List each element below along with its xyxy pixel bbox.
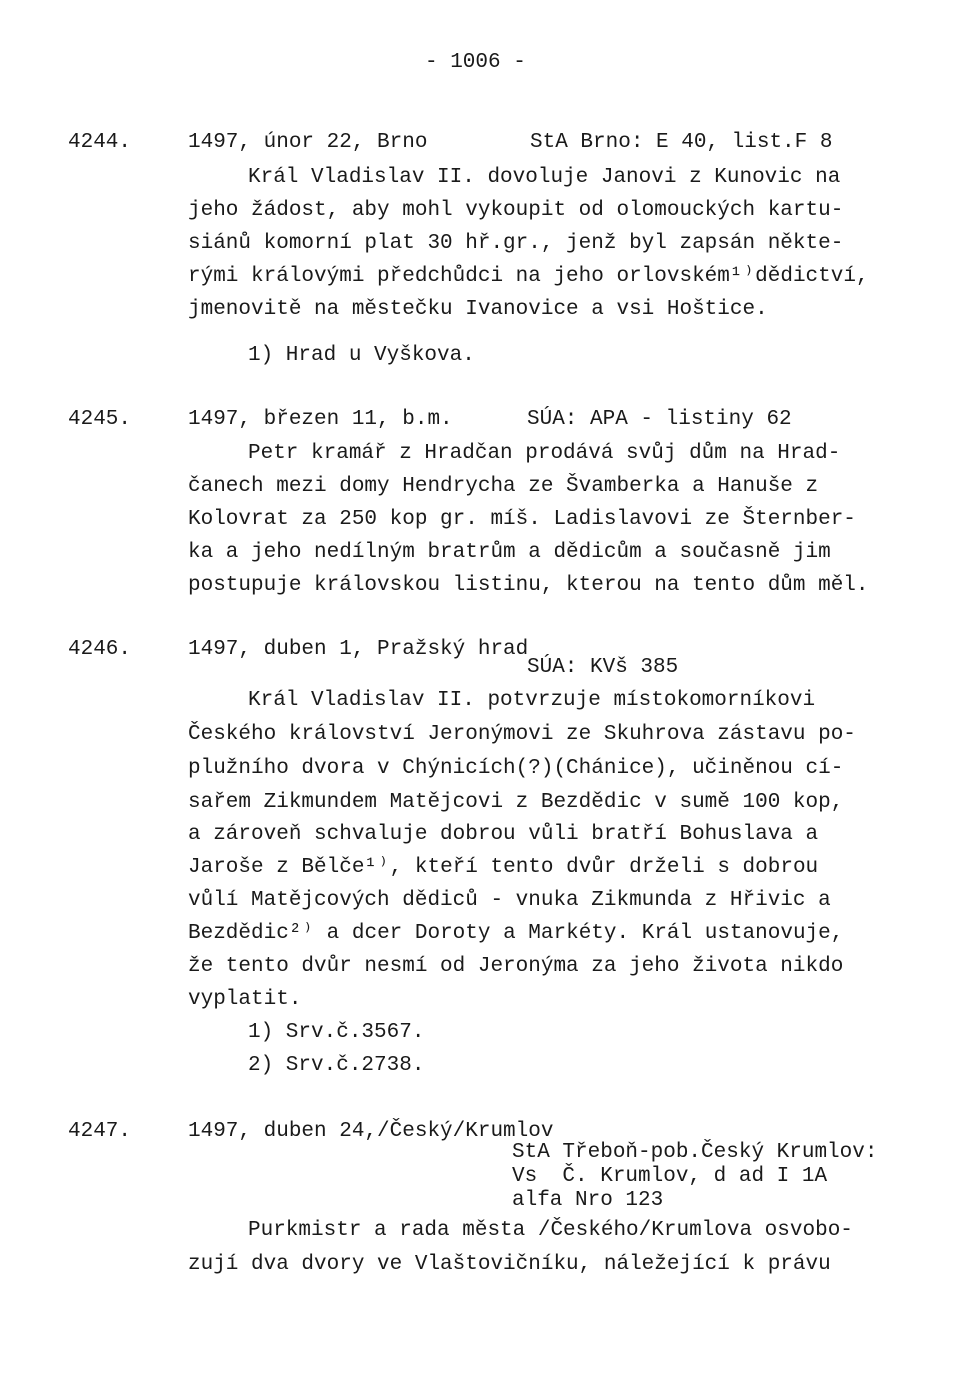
entry-line: a zároveň schvaluje dobrou vůli bratří Bohuslava a <box>188 823 819 846</box>
entry-line: jmenovitě na městečku Ivanovice a vsi Hoštice. <box>188 298 768 321</box>
entry-note: 1) Hrad u Vyškova. <box>248 344 475 367</box>
entry-archive: StA Třeboň-pob.Český Krumlov: <box>512 1141 878 1164</box>
entry-date: 1497, duben 1, Pražský hrad <box>188 638 529 661</box>
entry-line: čanech mezi domy Hendrycha ze Švamberka a Hanuše z <box>188 475 819 498</box>
entry-line: sařem Zikmundem Matějcovi z Bezdědic v sumě 100 kop, <box>188 791 844 814</box>
entry-line: plužního dvora v Chýnicích(?)(Chánice), učiněnou cí- <box>188 757 844 780</box>
entry-line: vůlí Matějcových dědiců - vnuka Zikmunda z Hřivic a <box>188 889 831 912</box>
entry-line: Petr kramář z Hradčan prodává svůj dům na Hrad- <box>248 442 841 465</box>
entry-date: 1497, březen 11, b.m. <box>188 408 453 431</box>
entry-line: postupuje královskou listinu, kterou na tento dům měl. <box>188 574 869 597</box>
entry-line: vyplatit. <box>188 988 302 1011</box>
entry-archive: Vs Č. Krumlov, d ad I 1A <box>512 1165 828 1188</box>
entry-line: rými královými předchůdci na jeho orlovském¹⁾dědictví, <box>188 265 869 288</box>
entry-line: Král Vladislav II. potvrzuje místokomorníkovi <box>248 689 816 712</box>
entry-number: 4245. <box>68 408 132 431</box>
entry-line: Jaroše z Bělče¹⁾, kteří tento dvůr drželi s dobrou <box>188 856 819 879</box>
entry-line: Král Vladislav II. dovoluje Janovi z Kunovic na <box>248 166 841 189</box>
entry-line: Českého království Jeronýmovi ze Skuhrova zástavu po- <box>188 723 856 746</box>
entry-line: že tento dvůr nesmí od Jeronýma za jeho života nikdo <box>188 955 844 978</box>
entry-line: zují dva dvory ve Vlaštovičníku, náležející k právu <box>188 1253 831 1276</box>
entry-line: ka a jeho nedílným bratrům a dědicům a současně jim <box>188 541 831 564</box>
entry-archive: SÚA: KVš 385 <box>527 656 679 679</box>
entry-line: jeho žádost, aby mohl vykoupit od olomouckých kartu- <box>188 199 844 222</box>
entry-line: Bezdědic²⁾ a dcer Doroty a Markéty. Král ustanovuje, <box>188 922 844 945</box>
entry-line: siánů komorní plat 30 hř.gr., jenž byl zapsán někte- <box>188 232 844 255</box>
entry-date: 1497, únor 22, Brno <box>188 131 428 154</box>
entry-line: Kolovrat za 250 kop gr. míš. Ladislavovi ze Šternber- <box>188 508 856 531</box>
entry-date: 1497, duben 24,/Český/Krumlov <box>188 1120 554 1143</box>
entry-number: 4247. <box>68 1120 132 1143</box>
entry-number: 4246. <box>68 638 132 661</box>
entry-note: 2) Srv.č.2738. <box>248 1054 425 1077</box>
entry-number: 4244. <box>68 131 132 154</box>
entry-archive: alfa Nro 123 <box>512 1189 664 1212</box>
page-number: - 1006 - <box>425 51 526 74</box>
entry-line: Purkmistr a rada města /Českého/Krumlova osvobo- <box>248 1219 853 1242</box>
entry-archive: SÚA: APA - listiny 62 <box>527 408 792 431</box>
entry-archive: StA Brno: E 40, list.F 8 <box>530 131 833 154</box>
entry-note: 1) Srv.č.3567. <box>248 1021 425 1044</box>
